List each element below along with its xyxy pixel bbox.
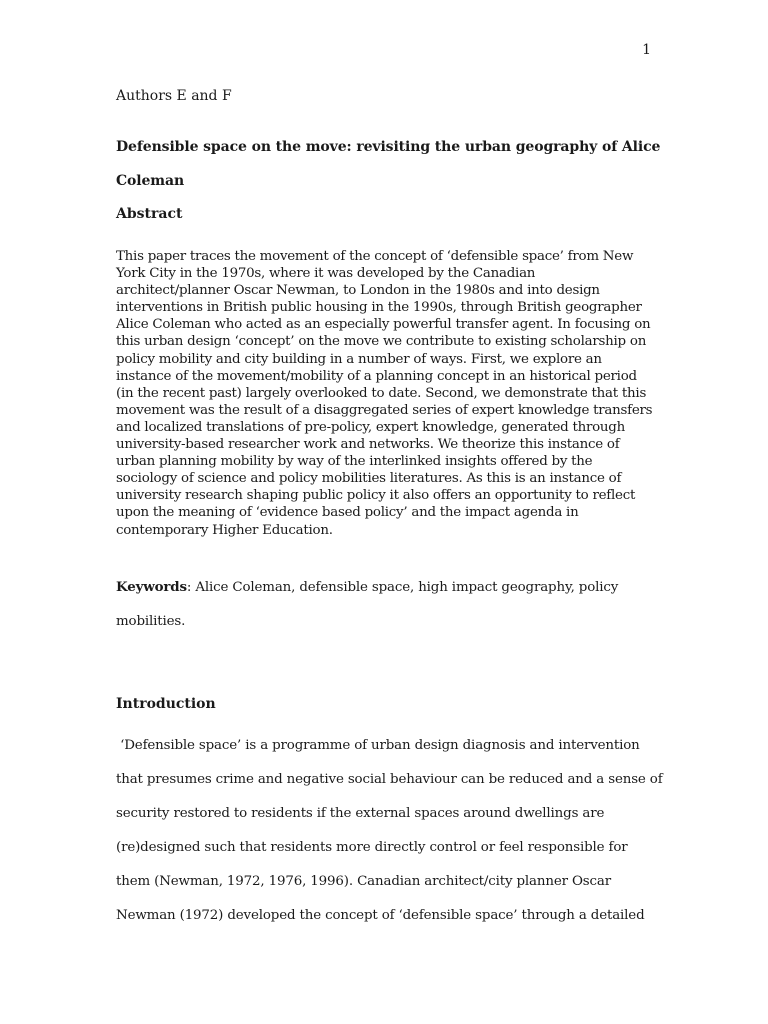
abstract-heading: Abstract xyxy=(116,206,183,222)
abstract-line: and localized translations of pre-policy, expert knowledge, generated through xyxy=(116,419,625,435)
intro-line: (re)designed such that residents more directly control or feel responsible for xyxy=(116,840,628,856)
intro-line: security restored to residents if the external spaces around dwellings are xyxy=(116,806,605,822)
intro-line: Newman (1972) developed the concept of ‘defensible space’ through a detailed xyxy=(116,908,645,924)
keywords-list: : Alice Coleman, defensible space, high impact geography, policy xyxy=(186,580,619,595)
abstract-line: this urban design ‘concept’ on the move we contribute to existing scholarship on xyxy=(116,334,647,350)
abstract-line: university-based researcher work and networks. We theorize this instance of xyxy=(116,437,620,453)
abstract-line: sociology of science and policy mobilities literatures. As this is an instance of xyxy=(116,471,622,487)
abstract-line: university research shaping public policy it also offers an opportunity to reflect xyxy=(116,488,636,504)
abstract-line: York City in the 1970s, where it was developed by the Canadian xyxy=(116,266,536,282)
page-number: 1 xyxy=(642,42,651,58)
abstract-line: policy mobility and city building in a number of ways. First, we explore an xyxy=(116,351,602,367)
intro-line: that presumes crime and negative social behaviour can be reduced and a sense of xyxy=(116,772,663,788)
intro-line: ‘Defensible space’ is a programme of urban design diagnosis and intervention xyxy=(116,738,640,753)
title-line: Coleman xyxy=(116,173,185,189)
keywords-label: Keywords xyxy=(116,579,187,595)
keywords-line xyxy=(116,570,652,605)
abstract-line: movement was the result of a disaggregated series of expert knowledge transfers xyxy=(116,402,653,418)
abstract-line: interventions in British public housing in the 1990s, through British geographer xyxy=(116,300,642,316)
abstract-line: contemporary Higher Education. xyxy=(116,522,333,538)
keywords-section xyxy=(116,570,652,639)
title-line: Defensible space on the move: revisiting the urban geography of Alice xyxy=(116,139,661,155)
abstract-line: upon the meaning of ‘evidence based policy’ and the impact agenda in xyxy=(116,505,579,521)
authors-line: Authors E and F xyxy=(116,88,232,104)
abstract-line: Alice Coleman who acted as an especially powerful transfer agent. In focusing on xyxy=(116,317,651,333)
abstract-line: instance of the movement/mobility of a planning concept in an historical period xyxy=(116,368,637,384)
paper-title xyxy=(116,130,661,198)
keywords-line: mobilities. xyxy=(116,614,186,629)
abstract-line: architect/planner Oscar Newman, to London in the 1980s and into design xyxy=(116,283,600,299)
introduction-body xyxy=(116,729,663,934)
abstract-body xyxy=(116,248,652,539)
abstract-line: urban planning mobility by way of the interlinked insights offered by the xyxy=(116,454,593,470)
intro-line: them (Newman, 1972, 1976, 1996). Canadian architect/city planner Oscar xyxy=(116,874,611,890)
abstract-line: (in the recent past) largely overlooked to date. Second, we demonstrate that this xyxy=(116,385,647,401)
abstract-line: This paper traces the movement of the concept of ‘defensible space’ from New xyxy=(116,249,634,264)
introduction-heading: Introduction xyxy=(116,696,216,712)
